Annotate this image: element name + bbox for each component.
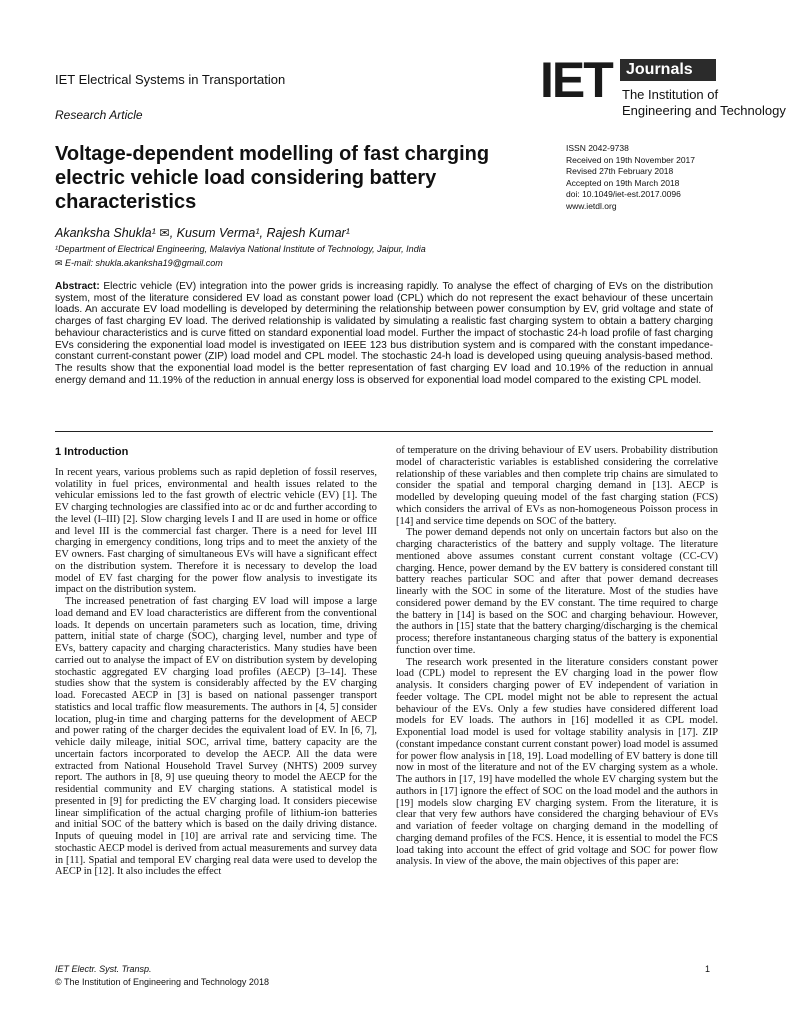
received-date: Received on 19th November 2017	[566, 154, 695, 165]
author-list: Akanksha Shukla¹ ✉, Kusum Verma¹, Rajesh Kumar¹	[55, 226, 350, 240]
issn: ISSN 2042-9738	[566, 143, 629, 153]
institution-name-line1: The Institution of	[622, 87, 719, 102]
iet-logo	[540, 52, 786, 125]
page-number: 1	[705, 964, 711, 974]
accepted-date: Accepted on 19th March 2018	[566, 177, 680, 188]
body-paragraph: The research work presented in the literature considers constant power load (CPL) model to represent the EV charging load in the power flow analysis. It considers charging power of EV independent of variation in feeder voltage. The CPL model might not be able to represent the actual behaviour of the EVs. Only a few studies have considered different load models for EV loads. The authors in [16] modelled it as CPL model. Exponential load model is used for voltage stability analysis in [17]. ZIP (constant impedance constant current constant power) load model is assumed for power flow analysis in [18, 19]. Load modelling of EV battery is done till now in most of the literature and not of the EV charging system as a whole. The authors in [17, 19] have modelled the whole EV charging system but the authors in [17] ignore the effect of SOC on the load model and the authors in [19] models slow charging EV charging system. From the literature, it is clear that very few authors have considered the charging behaviour of EVs and variation of feeder voltage on charging demand in the modelling of charging demand profiles of the FCS. Hence, it is essential to model the FCS load taking into account the effect of grid voltage and SOC for power flow analysis. In view of the above, the main objectives of this paper are:	[396, 656, 718, 868]
website-link[interactable]: www.ietdl.org	[566, 200, 617, 211]
doi[interactable]: doi: 10.1049/iet-est.2017.0096	[566, 189, 681, 199]
journals-badge: Journals	[620, 59, 716, 81]
article-type: Research Article	[55, 108, 143, 122]
abstract-label: Abstract:	[55, 281, 100, 292]
journal-name: IET Electrical Systems in Transportation	[55, 72, 286, 87]
revised-date: Revised 27th February 2018	[566, 166, 674, 176]
footer-copyright: © The Institution of Engineering and Technology 2018	[55, 977, 269, 987]
section-divider	[55, 431, 713, 432]
body-paragraph: In recent years, various problems such as rapid depletion of fossil reserves, volatility in fuel prices, environmental and health issues related to the vehicular emissions led to the fast growth of electric vehicle (EV) [1]. The EV charging technologies are classified into ac or dc and further according to the level (I–III) [2]. Slow charging levels I and II are used in home or office and level III is the commercial fast charger. There is a need for level III charging in emergency conditions, long trips and to meet the anxiety of the EV owners. Fast charging of simultaneous EVs will have a significant effect on the distribution system. Therefore it is necessary to develop the load model of EV fast charging for the power flow analysis to investigate its impact on the distribution system.	[55, 466, 377, 596]
affiliation: ¹Department of Electrical Engineering, Malaviya National Institute of Technology, Jaipur, India	[55, 244, 426, 254]
body-paragraph: The increased penetration of fast charging EV load will impose a large load demand and EV load characteristics are different from the conventional loads. It depends on uncertain parameters such as location, time, driving pattern, initial state of charge (SOC), charging level, number and type of EVs, battery capacity and charging characteristics. Many studies have been carried out to analyse the impact of EV on distribution system by developing stochastic aggregated EV charging load profiles (AECP) [3–14]. These studies show that the system is considerably affected by the EV charging load. Forecasted AECP in [3] is based on national passenger transport statistics and local traffic flow measurements. The authors in [4, 5] consider location, plug-in time and charging patterns for the development of AECP and power rating of the charger decides the equivalent load of EV. In [6, 7], vehicle daily mileage, initial SOC, arrival time, battery capacity are the uncertain factors incorporated to develop the AECP. All the data were extracted from National Household Travel Survey (NHTS) 2009 survey report. The authors in [8, 9] use queuing theory to model the AECP for the residential community and EV charging stations. A statistical model is presented in [9] for predicting the EV charging load. It considers piecewise linear simplification of the actual charging profile of lithium-ion batteries and initial SOC of the battery which is based on the daily driving distance. Inputs of queuing model in [10] are arrival rate and servicing time. The stochastic AECP model is derived from actual measurements and survey data in [11]. Spatial and temporal EV charging real data were used to develop the AECP in [12]. It also includes the effect	[55, 596, 377, 878]
section-heading-introduction: 1 Introduction	[55, 446, 129, 458]
abstract	[55, 281, 713, 386]
abstract-text: Electric vehicle (EV) integration into the power grids is increasing rapidly. To analyse the effect of charging of EVs on the distribution system, most of the literature considered EV load as constant power load (CPL) which do not represent the exact behaviour of these uncertain loads. An accurate EV load modelling is developed by determining the relationship between power consumption by EV, grid voltage and state of charges of fast charging EV load. The derived relationship is validated by simulating a realistic fast charging system to obtain a battery charging behaviour characteristics and is curve fitted on standard exponential load model. Further the impact of stochastic 24-h load profile of fast charging EVs considering the exponential load model is investigated on IEEE 123 bus distribution system and is compared with the constant impedance-constant current-constant power (ZIP) load model and CPL model. The stochastic 24-h load is developed using queuing analysis-based method. The results show that the exponential load model is the better representation of fast charging EV load and 10.19% of the reduction in annual energy demand and 11.19% of the reduction in annual energy loss is observed for exponential load model compared to the existing CPL model.	[55, 281, 713, 386]
body-paragraph: of temperature on the driving behaviour of EV users. Probability distribution model of characteristic variables is established considering the correlative relationship of these variables and then complete trip chains are simulated to consider the spatial and temporal charging demand in [13]. AECP is modelled by developing queuing model of the fast charging station (FCS) which considers the arrival of EVs as non-homogeneous Poisson process in [14] and service time depends on SOC of the battery.	[396, 445, 718, 527]
article-metadata	[566, 143, 736, 212]
body-paragraph: The power demand depends not only on uncertain factors but also on the charging characteristics of the battery and supply voltage. The literature mentioned above assumes constant current constant voltage (CC-CV) charging. Hence, power demand by the EV battery is considered constant till battery reaches particular SOC and after that power demand decreases linearly with the SOC in some of the literature. Most of the studies have considered power demand by the EV constant. The time required to charge the battery in [14] is based on the SOC and charging behaviour. However, the authors in [15] state that the battery charging/discharging is the chemical process; therefore instantaneous charging status of the battery is exponential function over time.	[396, 527, 718, 656]
right-column	[396, 445, 718, 868]
corresponding-email[interactable]: ✉ E-mail: shukla.akanksha19@gmail.com	[55, 258, 223, 268]
institution-name-line2: Engineering and Technology	[622, 103, 786, 118]
iet-logo-mark: IET	[540, 52, 612, 108]
footer-journal-abbrev: IET Electr. Syst. Transp.	[55, 964, 152, 974]
paper-title: Voltage-dependent modelling of fast charging electric vehicle load considering battery characteristics	[55, 143, 490, 213]
left-column	[55, 445, 377, 878]
